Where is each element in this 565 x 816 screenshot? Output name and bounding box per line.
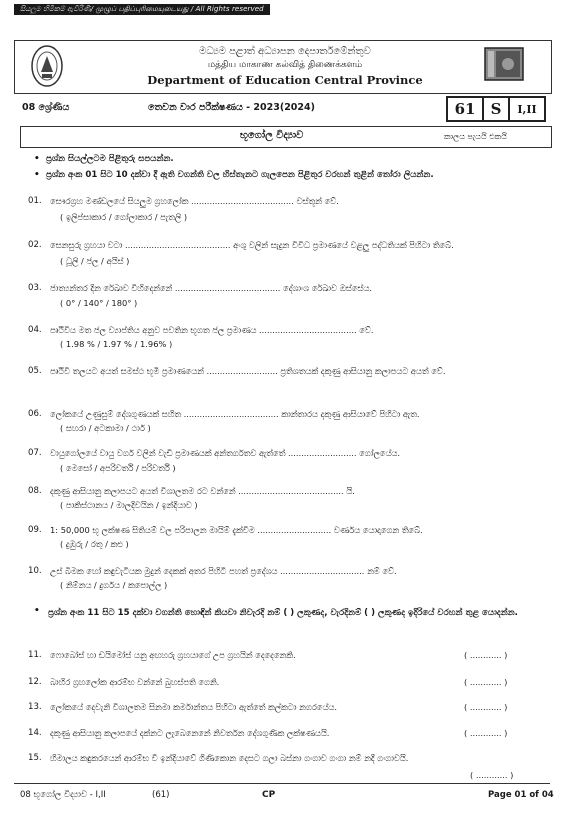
- question-options: ( සහරා / අටකාමා / ථාර් ): [60, 423, 151, 433]
- question-text: හිමාලය කඳුකරයෙන් ආරම්භ වී ඉන්දියාවේ ගිණිකොන දෙසට ගලා බස්නා ගංගාව ගංගා නම් නදී ගංගාවයි.: [50, 753, 409, 763]
- footer-subject: 08 භූගෝල විද්‍යාව - I,II: [20, 790, 106, 800]
- question-text: දකුණු ආසියානු කලාපයට අයත් විශාලතම රට වන්නේ ........................................ යි.: [50, 486, 355, 496]
- footer-code: (61): [152, 790, 170, 800]
- exam-title: තෙවන වාර පරීක්ෂණය - 2023(2024): [148, 102, 315, 113]
- office-name-tamil: மத்திய மாகாண கல்வித் திணைக்களம்: [207, 60, 363, 70]
- bullet-icon: •: [34, 170, 40, 180]
- question-number: 10.: [28, 566, 42, 576]
- answer-blank[interactable]: ( ............ ): [470, 770, 514, 780]
- footer-divider: [14, 783, 550, 784]
- question-text: ලෝකයේ උණුසුම් දේශගුණයක් සහිත .................................... කාන්තාරය දකුණු ආසියාවේ පිහිටා ඇත.: [50, 409, 420, 419]
- provincial-emblem-icon: [30, 44, 64, 88]
- instruction-2: ප්‍රශ්න අංක 01 සිට 10 දක්වා දී ඇති වගන්ති වල හිස්තැනට ගැලපෙන පිළිතුර වරහන් තුළින් තෝරා ලියන්න.: [46, 170, 434, 180]
- copyright-banner: සියලුම හිමිකම් ඇවිරිණි/ முழுப் பதிப்புரிமையுடையது / All Rights reserved: [14, 4, 270, 15]
- question-number: 14.: [28, 728, 42, 738]
- footer-province: CP: [262, 790, 276, 800]
- question-text: ලෝකයේ දෙවැනි විශාලතම සිනමා කර්මාන්තය පිහිටා ඇත්තේ කල්කටා නගරයේය.: [50, 702, 338, 712]
- question-number: 07.: [28, 448, 42, 458]
- paper-code: 61: [448, 98, 484, 120]
- bullet-icon: •: [34, 606, 40, 616]
- question-number: 05.: [28, 366, 42, 376]
- answer-blank[interactable]: ( ............ ): [464, 702, 508, 712]
- question-text: දකුණු ආසියානු කලාපයේ දක්නට ලැබෙනෙනේ නිවර්තන දේශගුණික ලක්ෂණයයි.: [50, 728, 330, 738]
- question-options: ( 0° / 140° / 180° ): [60, 298, 138, 308]
- question-number: 04.: [28, 325, 42, 335]
- question-number: 13.: [28, 702, 42, 712]
- instruction-1: ප්‍රශ්න සියල්ලටම පිළිතුරු සපයන්න.: [46, 154, 174, 164]
- question-options: ( පාකිස්ථානය / මාලදිවයින / ඉන්දියාව ): [60, 500, 198, 510]
- question-options: ( මෙසෝ / අපරිවර්ති / පරිවර්ති ): [60, 463, 176, 473]
- question-options: ( දුඹුරු / රතු / කළු ): [60, 539, 129, 549]
- question-number: 01.: [28, 196, 42, 206]
- answer-blank[interactable]: ( ............ ): [464, 677, 508, 687]
- question-text: උස් බිමක හෝ කඳුවැටියක මුදුන් දෙකක් අතර පිහිටි පහත් ප්‍රදේශය ................................ නම් වේ.: [50, 566, 397, 576]
- answer-blank[interactable]: ( ............ ): [464, 650, 508, 660]
- question-text: වායුගෝලයේ වායු වර්ග වලින් වැඩි ප්‍රමාණයක් අන්තර්ගතව ඇත්තේ .......................... ගෝලයේය.: [50, 448, 401, 458]
- question-options: ( නිම්නය / දුර්ගය / කපොල්ල ): [60, 580, 168, 590]
- question-options: ( ඉලිප්සාකාර / ගෝලාකාර / පැතලි ): [60, 212, 188, 222]
- question-text: සෙනසුරු ග්‍රහයා වටා ........................................ අංශු වලින් සැදුන විවිධ ප්‍රමාණයේ වළලු පද්ධතියක් පිහිටා තිබේ.: [50, 240, 454, 250]
- question-number: 06.: [28, 409, 42, 419]
- question-text: බාහිර ග්‍රහලෝක ආරම්භ වන්නේ බුහස්පති ගෙනි.: [50, 677, 220, 687]
- question-text: පෘථිවි තලයට අයත් සමස්ථ භූමි ප්‍රමාණයෙන් ........................... ප්‍රතිශතයක් දකුණු ආසියානු කලාපයට අයත් වේ.: [50, 366, 446, 376]
- grade-label: 08 ශ්‍රේණිය: [22, 102, 70, 113]
- bullet-icon: •: [34, 154, 40, 164]
- section2-instruction: ප්‍රශ්න අංක 11 සිට 15 දක්වා වගන්ති හොඳින් කියවා නිවැරදි නම් ( ) ලකුණද, වැරදිනම් ( ) ලකුණද ඉදිරියේ වරහන් තුළ යොදන්න.: [48, 608, 518, 618]
- question-number: 02.: [28, 240, 42, 250]
- subject-title: භූගෝල විද්‍යාව: [240, 130, 304, 141]
- question-text: පෘථිවිය මත ජල ව්‍යාප්තිය අනුව පවතින භූගත ජල ප්‍රමාණය ..................................... වේ.: [50, 325, 374, 335]
- paper-code-box: [446, 96, 546, 122]
- question-options: ( ධූලි / ජල / අයිස් ): [60, 256, 130, 266]
- paper-code-s: S: [484, 98, 510, 120]
- flag-emblem-icon: [484, 47, 524, 81]
- question-number: 03.: [28, 283, 42, 293]
- question-number: 11.: [28, 650, 42, 660]
- question-text: 1: 50,000 භූ ලක්ෂණ සිතියම් වල පරිපාලන මායිම් දැක්වීම ............................ වර්ණය යොදාගෙන තිබේ.: [50, 525, 423, 535]
- question-text: ෆොබෝස් හා ඩයිමෝස් යනු අඟහරු ග්‍රහයාගේ උප ග්‍රහයින් දෙදෙනෙකි.: [50, 650, 296, 660]
- question-text: සෞරග්‍රහ මණ්ඩලයේ සියලුම ග්‍රහලෝක ....................................... වස්තූන් වේ.: [50, 196, 339, 206]
- question-number: 15.: [28, 753, 42, 763]
- question-number: 08.: [28, 486, 42, 496]
- page-number: Page 01 of 04: [488, 790, 554, 800]
- question-number: 12.: [28, 677, 42, 687]
- question-options: ( 1.98 % / 1.97 % / 1.96% ): [60, 339, 173, 349]
- answer-blank[interactable]: ( ............ ): [464, 728, 508, 738]
- office-name-sinhala: මධ්‍යම පළාත් අධ්‍යාපන දෙපාර්තමේන්තුව: [199, 46, 371, 57]
- paper-parts: I,II: [517, 102, 537, 116]
- time-allowed: කාලය පැයයි එකයි: [444, 132, 507, 141]
- question-text: ජාත්‍යන්තර දින රේඛාව විහිදෙන්නේ ........................................ දේශාංශ රේඛාව ඔස්සේය.: [50, 283, 372, 293]
- question-number: 09.: [28, 525, 42, 535]
- office-name-english: Department of Education Central Province: [147, 73, 423, 87]
